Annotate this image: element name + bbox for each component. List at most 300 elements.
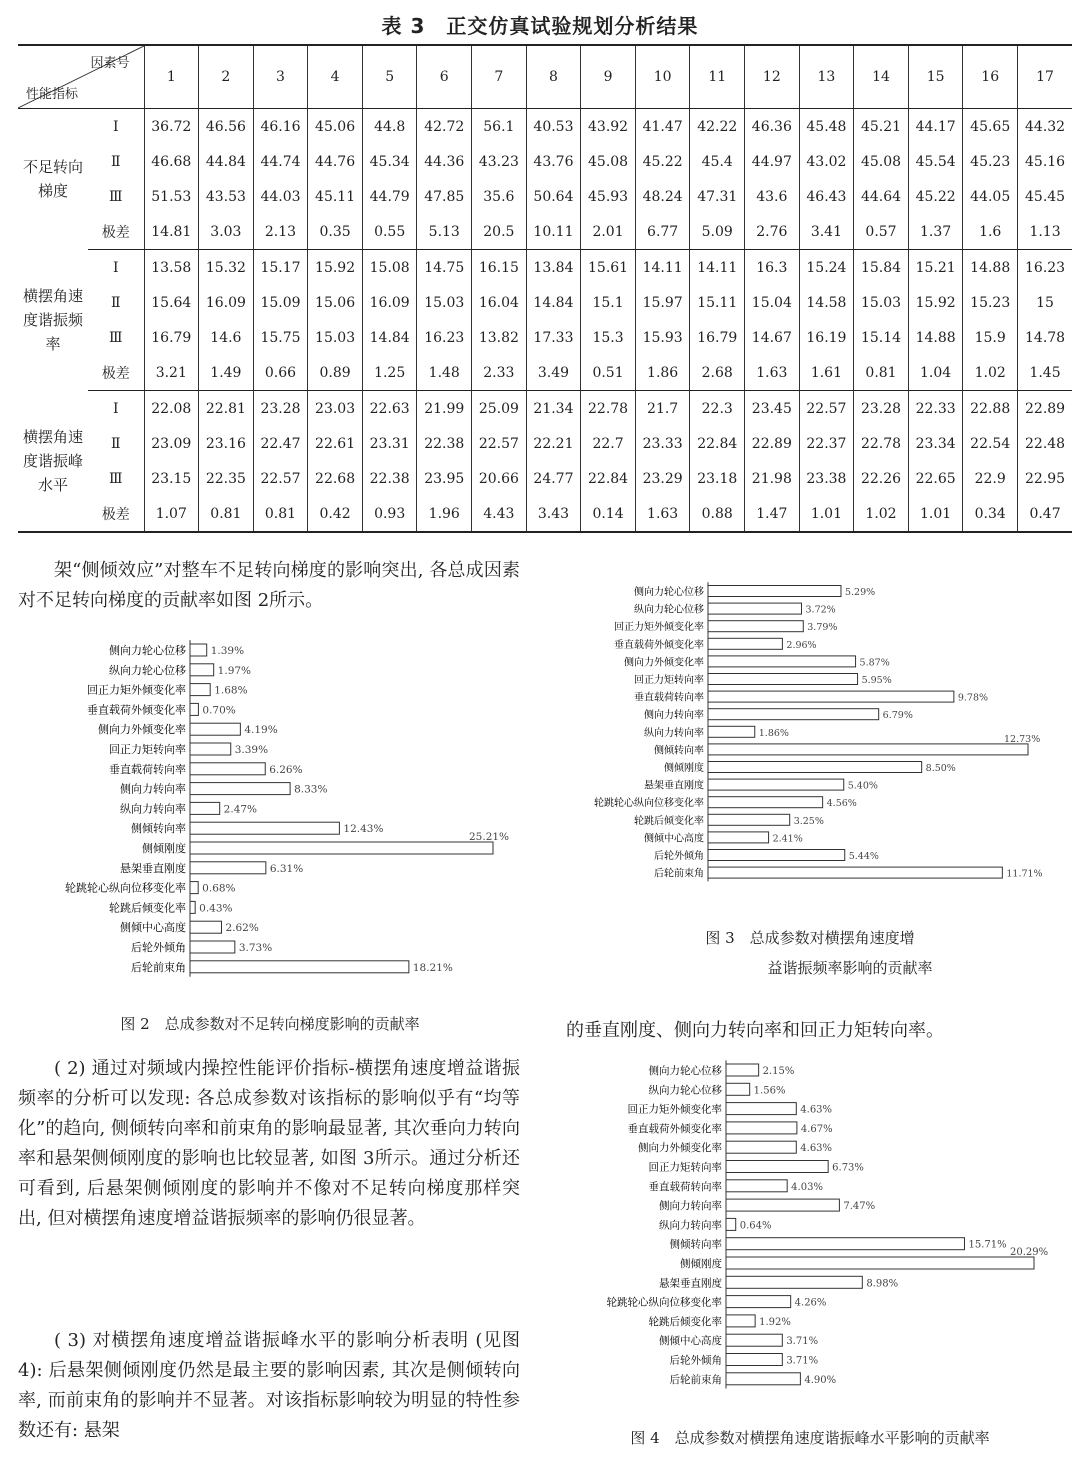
bar-category-label: 后轮前束角 — [669, 1373, 722, 1386]
bar-category-label: 侧倾刚度 — [142, 842, 186, 855]
bar-value-label: 8.33% — [294, 783, 328, 796]
bar-category-label: 侧向力轮心位移 — [634, 587, 704, 598]
bar — [708, 638, 782, 649]
table-cell: 22.63 — [362, 391, 417, 427]
table-cell: 45.23 — [963, 144, 1018, 179]
table-cell: 44.97 — [745, 144, 800, 179]
table-cell: 45.45 — [1018, 179, 1073, 214]
bar-value-label: 2.47% — [223, 803, 258, 816]
table-cell: 15.04 — [745, 285, 800, 320]
table-cell: 13.82 — [472, 320, 527, 355]
table-cell: 1.01 — [908, 496, 963, 532]
bar — [726, 1103, 796, 1115]
bar — [190, 862, 266, 874]
table-cell: 22.54 — [963, 426, 1018, 461]
figure-3-caption-line2: 益谐振频率影响的贡献率 — [767, 959, 933, 977]
bar — [726, 1199, 839, 1211]
table-cell: 15.06 — [308, 285, 363, 320]
table-cell: 22.37 — [799, 426, 854, 461]
bar — [726, 1276, 862, 1288]
table-cell: 23.31 — [362, 426, 417, 461]
table-cell: 0.93 — [362, 496, 417, 532]
table-cell: 20.66 — [472, 461, 527, 496]
bar-category-label: 垂直载荷转向率 — [634, 692, 704, 704]
table-cell: 14.88 — [908, 320, 963, 355]
factor-header: 16 — [963, 45, 1018, 109]
table-cell: 0.88 — [690, 496, 745, 532]
table-cell: 42.72 — [417, 109, 472, 145]
table-cell: 45.06 — [308, 109, 363, 145]
table-cell: 45.21 — [854, 109, 909, 145]
table-cell: 0.55 — [362, 214, 417, 250]
bar — [708, 762, 922, 773]
corner-factor-label: 因素号 — [90, 56, 130, 71]
table-cell: 23.34 — [908, 426, 963, 461]
bar-category-label: 侧倾转向率 — [669, 1238, 722, 1251]
table-cell: 43.92 — [581, 109, 636, 145]
bar-category-label: 侧倾中心高度 — [659, 1335, 722, 1348]
table-cell: 46.68 — [144, 144, 199, 179]
bar-value-label: 0.64% — [739, 1220, 772, 1232]
table-cell: 22.95 — [1018, 461, 1073, 496]
table-cell: 0.14 — [581, 496, 636, 532]
factor-header: 8 — [526, 45, 581, 109]
bar-value-label: 3.71% — [786, 1336, 819, 1348]
table-cell: 14.88 — [963, 250, 1018, 286]
bar-value-label: 1.97% — [217, 664, 252, 677]
table-cell: 1.49 — [199, 355, 254, 391]
table-cell: 14.58 — [799, 285, 854, 320]
bar-category-label: 回正力矩转向率 — [634, 675, 704, 686]
level-label: 极差 — [88, 355, 144, 391]
level-label: Ⅱ — [110, 435, 121, 452]
table-cell: 23.16 — [199, 426, 254, 461]
table-cell: 1.48 — [417, 355, 472, 391]
level-label: Ⅰ — [112, 118, 119, 135]
table-cell: 2.68 — [690, 355, 745, 391]
bar-category-label: 悬架垂直刚度 — [120, 861, 186, 875]
table-cell: 0.47 — [1018, 496, 1073, 532]
table-cell: 35.6 — [472, 179, 527, 214]
bar-value-label: 4.67% — [800, 1123, 833, 1135]
table-cell: 1.13 — [1018, 214, 1073, 250]
bar-category-label: 垂直载荷转向率 — [648, 1180, 722, 1193]
bar — [708, 621, 803, 632]
table-cell: 22.9 — [963, 461, 1018, 496]
table-cell: 3.41 — [799, 214, 854, 250]
table-cell: 22.26 — [854, 461, 909, 496]
table-cell: 36.72 — [144, 109, 199, 145]
level-label: 极差 — [101, 506, 130, 523]
bar — [190, 723, 240, 735]
table-cell: 22.21 — [526, 426, 581, 461]
bar-value-label: 3.25% — [793, 815, 824, 827]
table-cell: 22.38 — [417, 426, 472, 461]
table-cell: 21.99 — [417, 391, 472, 427]
table-cell: 15.93 — [635, 320, 690, 355]
table-cell: 43.23 — [472, 144, 527, 179]
bar-value-label: 5.87% — [859, 657, 890, 669]
table-cell: 10.11 — [526, 214, 581, 250]
bar-category-label: 垂直载荷外倾变化率 — [614, 639, 704, 651]
bar-value-label: 0.43% — [199, 902, 233, 915]
factor-header: 10 — [635, 45, 690, 109]
table-cell: 2.13 — [253, 214, 308, 250]
factor-header: 15 — [908, 45, 963, 109]
table-cell: 15.92 — [908, 285, 963, 320]
table-cell: 45.65 — [963, 109, 1018, 145]
table-cell: 14.75 — [417, 250, 472, 286]
bar-category-label: 悬架垂直刚度 — [659, 1277, 722, 1290]
bar — [726, 1257, 1034, 1269]
metric-group-label: 横摆角速度谐振峰水平 — [22, 427, 83, 494]
bar — [190, 882, 198, 894]
bar-category-label: 回正力矩外倾变化率 — [614, 622, 704, 634]
table-cell: 41.47 — [635, 109, 690, 145]
bar — [190, 842, 493, 854]
table-corner-header — [18, 45, 144, 109]
table-cell: 22.68 — [308, 461, 363, 496]
table-cell: 14.81 — [144, 214, 199, 250]
table-cell: 23.28 — [854, 391, 909, 427]
figure-2-caption: 图 2 总成参数对不足转向梯度影响的贡献率 — [120, 1015, 420, 1033]
table-cell: 44.64 — [854, 179, 909, 214]
bar-value-label: 12.43% — [343, 823, 384, 836]
table-cell: 2.76 — [745, 214, 800, 250]
bar-category-label: 垂直载荷转向率 — [109, 762, 186, 776]
table-cell: 45.54 — [908, 144, 963, 179]
bar-category-label: 侧向力转向率 — [644, 710, 704, 722]
bar-category-label: 轮跳后倾变化率 — [109, 901, 186, 915]
table-cell: 22.78 — [581, 391, 636, 427]
bar-category-label: 侧向力外倾变化率 — [638, 1142, 722, 1155]
figure-2-chart — [0, 636, 540, 981]
bar-category-label: 后轮外倾角 — [131, 941, 186, 954]
table-cell: 1.96 — [417, 496, 472, 532]
table-cell: 0.51 — [581, 355, 636, 391]
bar — [708, 850, 845, 861]
table-cell: 45.22 — [908, 179, 963, 214]
table-cell: 1.86 — [635, 355, 690, 391]
table-cell: 15.84 — [854, 250, 909, 286]
table-cell: 24.77 — [526, 461, 581, 496]
bar-value-label: 6.79% — [882, 710, 913, 722]
table-cell: 44.74 — [253, 144, 308, 179]
table-cell: 1.25 — [362, 355, 417, 391]
table-cell: 22.38 — [362, 461, 417, 496]
factor-header: 3 — [253, 45, 308, 109]
bar-value-label: 4.19% — [244, 724, 278, 737]
table-cell: 22.81 — [199, 391, 254, 427]
table-cell: 25.09 — [472, 391, 527, 427]
factor-header: 1 — [144, 45, 199, 109]
factor-header: 12 — [745, 45, 800, 109]
table-cell: 16.23 — [417, 320, 472, 355]
paragraph-3: ( 3) 对横摆角速度增益谐振峰水平的影响分析表明 (见图 4): 后悬架侧倾刚度仍然是最主要的影响因素, 其次是侧倾转向率, 而前束角的影响并不显著。对该指标影响较为明显的特性参数还有: 悬架 — [18, 1330, 520, 1441]
bar — [190, 743, 231, 755]
bar-value-label: 3.73% — [238, 942, 273, 954]
table-cell: 45.16 — [1018, 144, 1073, 179]
table-cell: 16.3 — [745, 250, 800, 286]
table-cell: 16.79 — [690, 320, 745, 355]
table-cell: 13.84 — [526, 250, 581, 286]
bar — [726, 1218, 736, 1230]
table-cell: 15.9 — [963, 320, 1018, 355]
table-cell: 15 — [1018, 285, 1073, 320]
bar-category-label: 侧倾刚度 — [680, 1258, 722, 1270]
bar — [726, 1064, 759, 1076]
table-cell: 45.11 — [308, 179, 363, 214]
bar-value-label: 1.68% — [214, 684, 248, 697]
table-cell: 15.09 — [253, 285, 308, 320]
table-cell: 48.24 — [635, 179, 690, 214]
table-cell: 44.36 — [417, 144, 472, 179]
table-cell: 23.38 — [799, 461, 854, 496]
table-cell: 45.93 — [581, 179, 636, 214]
table-cell: 42.22 — [690, 109, 745, 145]
table-cell: 22.57 — [253, 461, 308, 496]
paragraph-4: 的垂直刚度、侧向力转向率和回正力矩转向率。 — [566, 1020, 944, 1041]
table-cell: 23.09 — [144, 426, 199, 461]
level-label: Ⅲ — [108, 329, 123, 346]
bar-value-label: 9.78% — [957, 692, 989, 704]
table-cell: 22.47 — [253, 426, 308, 461]
table-cell: 15.75 — [253, 320, 308, 355]
bar-category-label: 后轮前束角 — [654, 868, 704, 880]
bar — [726, 1238, 964, 1250]
table-cell: 3.49 — [526, 355, 581, 391]
table-cell: 15.97 — [635, 285, 690, 320]
bar — [708, 656, 856, 667]
table-cell: 15.32 — [199, 250, 254, 286]
table-title: 表 3 正交仿真试验规划分析结果 — [381, 14, 699, 38]
bar — [726, 1354, 782, 1366]
bar-category-label: 侧倾刚度 — [664, 763, 704, 774]
results-table — [18, 44, 1072, 533]
table-cell: 23.03 — [308, 391, 363, 427]
table-cell: 1.63 — [745, 355, 800, 391]
bar — [190, 802, 220, 814]
level-label: Ⅱ — [110, 153, 121, 170]
table-cell: 46.56 — [199, 109, 254, 145]
bar-value-label: 18.21% — [412, 961, 453, 974]
bar-value-label: 3.79% — [807, 622, 838, 634]
table-cell: 44.76 — [308, 144, 363, 179]
bar-category-label: 后轮前束角 — [131, 960, 186, 974]
bar-category-label: 侧倾中心高度 — [644, 833, 704, 845]
table-cell: 22.84 — [690, 426, 745, 461]
bar-category-label: 轮跳轮心纵向位移变化率 — [594, 798, 704, 810]
bar-category-label: 纵向力转向率 — [659, 1219, 722, 1232]
table-cell: 46.16 — [253, 109, 308, 145]
table-cell: 0.66 — [253, 355, 308, 391]
table-cell: 3.21 — [144, 355, 199, 391]
bar-value-label: 4.63% — [800, 1143, 833, 1155]
table-cell: 13.58 — [144, 250, 199, 286]
bar-category-label: 侧向力转向率 — [120, 782, 186, 796]
factor-header: 14 — [854, 45, 909, 109]
bar-value-label: 3.72% — [805, 604, 836, 616]
table-cell: 45.22 — [635, 144, 690, 179]
bar — [708, 726, 755, 737]
table-cell: 46.43 — [799, 179, 854, 214]
table-cell: 22.08 — [144, 391, 199, 427]
table-cell: 16.15 — [472, 250, 527, 286]
bar — [726, 1083, 750, 1095]
bar-value-label: 6.73% — [832, 1162, 864, 1174]
bar — [190, 684, 210, 696]
table-cell: 40.53 — [526, 109, 581, 145]
bar — [190, 901, 195, 913]
table-cell: 0.81 — [199, 496, 254, 532]
table-cell: 21.98 — [745, 461, 800, 496]
table-cell: 23.45 — [745, 391, 800, 427]
level-label: Ⅰ — [112, 400, 119, 417]
bar-category-label: 侧向力轮心位移 — [109, 644, 186, 657]
table-cell: 15.03 — [854, 285, 909, 320]
table-cell: 45.08 — [581, 144, 636, 179]
bar-value-label: 7.47% — [843, 1201, 876, 1213]
factor-header: 5 — [362, 45, 417, 109]
bar-category-label: 回正力矩外倾变化率 — [87, 683, 186, 697]
paragraph-1: 架“侧倾效应”对整车不足转向梯度的影响突出, 各总成因素对不足转向梯度的贡献率如图 2所示。 — [18, 560, 520, 611]
bar-value-label: 2.41% — [772, 833, 803, 845]
bar-category-label: 轮跳后倾变化率 — [648, 1315, 722, 1328]
table-cell: 22.88 — [963, 391, 1018, 427]
table-cell: 22.48 — [1018, 426, 1073, 461]
table-cell: 1.61 — [799, 355, 854, 391]
bar-value-label: 6.26% — [269, 763, 303, 776]
table-cell: 1.02 — [854, 496, 909, 532]
table-cell: 15.92 — [308, 250, 363, 286]
bar-category-label: 侧倾转向率 — [131, 822, 186, 836]
bar-category-label: 轮跳轮心纵向位移变化率 — [65, 881, 186, 895]
bar — [726, 1180, 787, 1192]
bar — [708, 867, 1002, 878]
bar — [190, 783, 290, 795]
table-cell: 23.29 — [635, 461, 690, 496]
factor-header: 13 — [799, 45, 854, 109]
bar — [708, 674, 858, 685]
table-cell: 3.43 — [526, 496, 581, 532]
bar-category-label: 垂直载荷外倾变化率 — [627, 1122, 722, 1135]
table-cell: 17.33 — [526, 320, 581, 355]
bar-category-label: 侧倾转向率 — [654, 745, 704, 757]
table-cell: 15.1 — [581, 285, 636, 320]
table-cell: 14.84 — [526, 285, 581, 320]
table-cell: 1.07 — [144, 496, 199, 532]
table-cell: 15.3 — [581, 320, 636, 355]
bar-category-label: 后轮外倾角 — [669, 1354, 722, 1367]
table-cell: 23.95 — [417, 461, 472, 496]
table-cell: 1.02 — [963, 355, 1018, 391]
bar-category-label: 轮跳轮心纵向位移变化率 — [606, 1296, 722, 1309]
table-cell: 44.05 — [963, 179, 1018, 214]
table-cell: 16.23 — [1018, 250, 1073, 286]
bar-value-label: 0.70% — [202, 704, 236, 717]
bar-value-label: 25.21% — [469, 831, 510, 843]
table-cell: 15.64 — [144, 285, 199, 320]
table-cell: 0.34 — [963, 496, 1018, 532]
table-cell: 22.89 — [1018, 391, 1073, 427]
bar — [190, 961, 409, 973]
bar-value-label: 4.26% — [794, 1297, 827, 1309]
level-label: 极差 — [88, 214, 144, 250]
table-cell: 15.23 — [963, 285, 1018, 320]
table-cell: 44.84 — [199, 144, 254, 179]
figure-3-caption-line1: 图 3 总成参数对横摆角速度增 — [705, 929, 915, 947]
bar-value-label: 4.03% — [791, 1181, 823, 1193]
bar-category-label: 后轮外倾角 — [654, 851, 704, 862]
table-cell: 22.57 — [799, 391, 854, 427]
table-cell: 56.1 — [472, 109, 527, 145]
bar-category-label: 侧向力外倾变化率 — [624, 657, 704, 669]
table-cell: 47.85 — [417, 179, 472, 214]
table-cell: 16.79 — [144, 320, 199, 355]
table-cell: 0.57 — [854, 214, 909, 250]
factor-header: 7 — [472, 45, 527, 109]
table-cell: 14.67 — [745, 320, 800, 355]
factor-header: 6 — [417, 45, 472, 109]
table-cell: 14.84 — [362, 320, 417, 355]
table-cell: 15.03 — [417, 285, 472, 320]
table-cell: 23.18 — [690, 461, 745, 496]
bar-category-label: 轮跳后倾变化率 — [634, 815, 704, 827]
bar-value-label: 11.71% — [1006, 868, 1043, 880]
bar-category-label: 回正力矩转向率 — [648, 1161, 722, 1174]
bar-value-label: 1.39% — [210, 645, 245, 657]
table-cell: 14.11 — [690, 250, 745, 286]
bar — [708, 744, 1028, 755]
table-cell: 43.6 — [745, 179, 800, 214]
bar-value-label: 1.56% — [753, 1085, 786, 1097]
table-cell: 51.53 — [144, 179, 199, 214]
bar — [708, 832, 769, 843]
table-cell: 2.33 — [472, 355, 527, 391]
bar-category-label: 回正力矩转向率 — [109, 743, 186, 756]
table-cell: 15.61 — [581, 250, 636, 286]
bar-value-label: 4.56% — [826, 798, 857, 810]
bar-value-label: 12.73% — [1004, 733, 1041, 745]
factor-header: 11 — [690, 45, 745, 109]
table-cell: 16.04 — [472, 285, 527, 320]
table-cell: 45.08 — [854, 144, 909, 179]
table-cell: 46.36 — [745, 109, 800, 145]
table-cell: 14.6 — [199, 320, 254, 355]
bar-value-label: 2.15% — [762, 1066, 795, 1077]
corner-metric-label: 性能指标 — [26, 87, 79, 102]
bar-category-label: 垂直载荷外倾变化率 — [87, 703, 186, 717]
bar — [726, 1161, 828, 1173]
table-cell: 44.32 — [1018, 109, 1073, 145]
table-cell: 0.42 — [308, 496, 363, 532]
table-cell: 5.09 — [690, 214, 745, 250]
bar-value-label: 3.71% — [786, 1355, 819, 1367]
level-label: Ⅱ — [110, 294, 121, 311]
table-cell: 3.03 — [199, 214, 254, 250]
bar-value-label: 3.39% — [234, 744, 269, 756]
level-label: Ⅰ — [112, 259, 119, 276]
table-cell: 16.09 — [199, 285, 254, 320]
table-cell: 20.5 — [472, 214, 527, 250]
table-cell: 22.3 — [690, 391, 745, 427]
table-cell: 43.02 — [799, 144, 854, 179]
table-cell: 22.61 — [308, 426, 363, 461]
bar-value-label: 4.90% — [804, 1374, 837, 1386]
table-cell: 22.33 — [908, 391, 963, 427]
bar-category-label: 纵向力轮心位移 — [109, 663, 186, 677]
bar-category-label: 侧向力外倾变化率 — [98, 723, 186, 737]
